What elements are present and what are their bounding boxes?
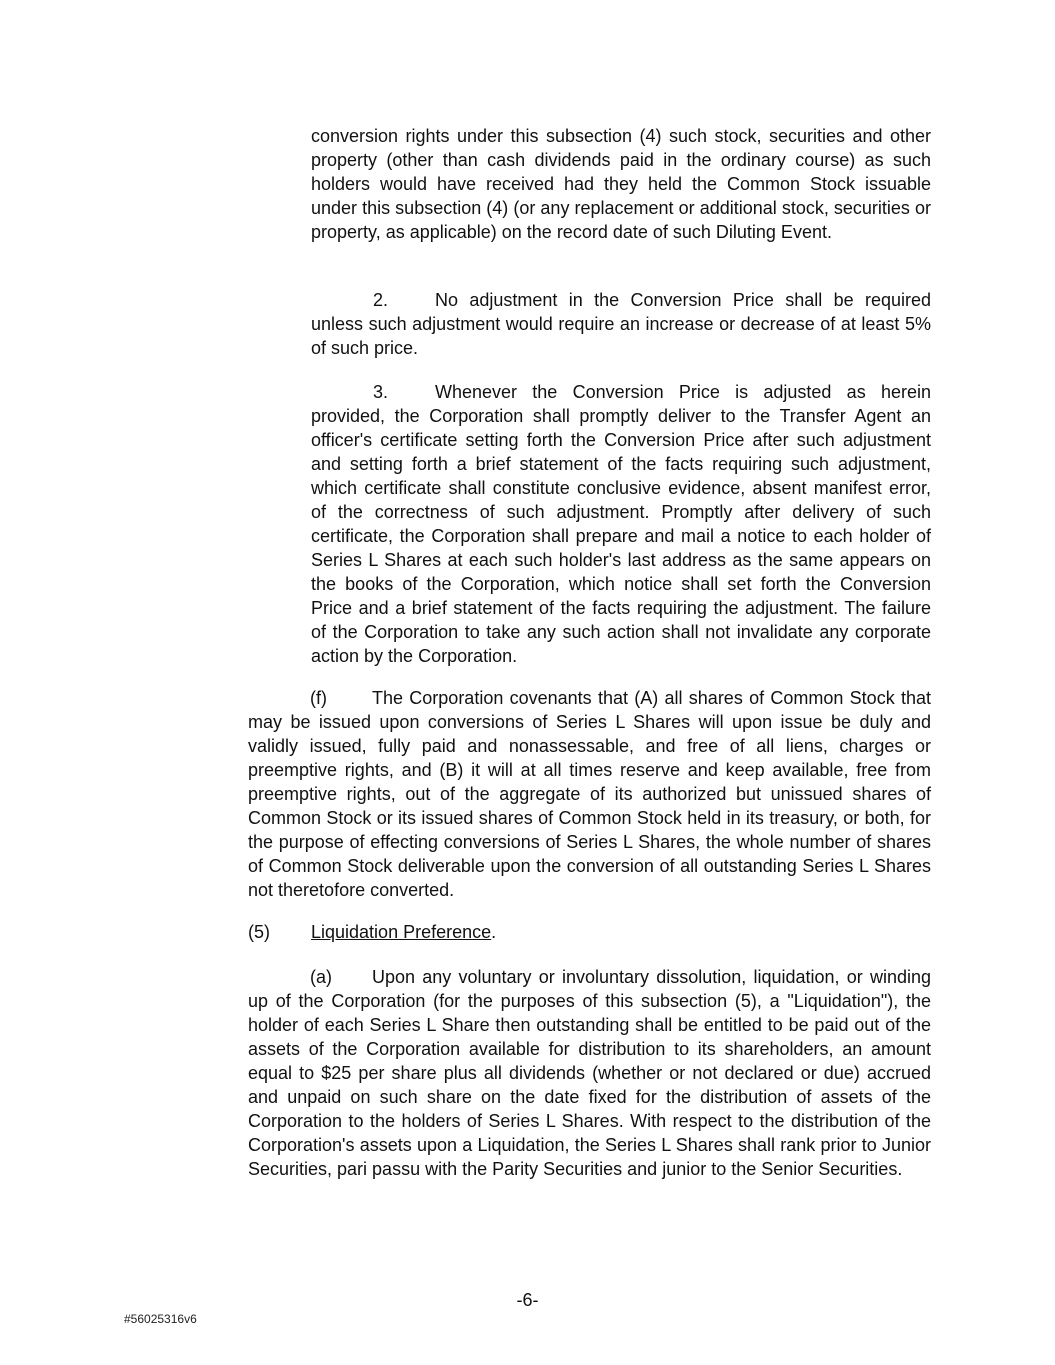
document-id: #56025316v6 — [124, 1312, 197, 1326]
section-number: (5) — [248, 922, 270, 942]
paragraph-number: 3. — [373, 382, 389, 402]
paragraph-number: (a) — [310, 967, 332, 987]
paragraph-text: No adjustment in the Conversion Price shall be required unless such adjustment would require an increase or decrease of at least 5% of such price. — [311, 290, 931, 358]
paragraph-3 — [311, 380, 931, 668]
paragraph-text: conversion rights under this subsection (4) such stock, securities and other property (other than cash dividends paid in the ordinary course) as such holders would have received had they held the Common Stock issuable under this subsection (4) (or any replacement or additional stock, securities or property, as applicable) on the record date of such Diluting Event. — [311, 126, 931, 242]
page-number: -6- — [516, 1290, 539, 1310]
paragraph-text: The Corporation covenants that (A) all shares of Common Stock that may be issued upon conversions of Series L Shares will upon issue be duly and validly issued, fully paid and nonassessable, and free of all liens, charges or preemptive rights, and (B) it will at all times reserve and keep available, free from preemptive rights, out of the aggregate of its authorized but unissued shares of Common Stock or its issued shares of Common Stock held in its treasury, or both, for the purpose of effecting conversions of Series L Shares, the whole number of shares of Common Stock deliverable upon the conversion of all outstanding Series L Shares not theretofore converted. — [248, 688, 931, 900]
paragraph-f — [248, 686, 931, 902]
section-title: Liquidation Preference — [311, 922, 492, 942]
section-title-period: . — [491, 922, 497, 942]
paragraph-conversion-rights — [311, 124, 931, 244]
section-heading-liquidation — [248, 920, 496, 944]
paragraph-number: 2. — [373, 290, 389, 310]
paragraph-text: Upon any voluntary or involuntary dissolution, liquidation, or winding up of the Corporation (for the purposes of this subsection (5), a "Liquidation"), the holder of each Series L Share then outstanding shall be entitled to be paid out of the assets of the Corporation available for distribution to its shareholders, an amount equal to $25 per share plus all dividends (whether or not declared or due) accrued and unpaid on such share on the date fixed for the distribution of assets of the Corporation to the holders of Series L Shares. With respect to the distribution of the Corporation's assets upon a Liquidation, the Series L Shares shall rank prior to Junior Securities, pari passu with the Parity Securities and junior to the Senior Securities. — [248, 967, 931, 1179]
paragraph-a — [248, 965, 931, 1181]
paragraph-number: (f) — [310, 688, 327, 708]
paragraph-2 — [311, 288, 931, 360]
paragraph-text: Whenever the Conversion Price is adjusted as herein provided, the Corporation shall promptly deliver to the Transfer Agent an officer's certificate setting forth the Conversion Price after such adjustment and setting forth a brief statement of the facts requiring such adjustment, which certificate shall constitute conclusive evidence, absent manifest error, of the correctness of such adjustment. Promptly after delivery of such certificate, the Corporation shall prepare and mail a notice to each holder of Series L Shares at each such holder's last address as the same appears on the books of the Corporation, which notice shall set forth the Conversion Price and a brief statement of the facts requiring the adjustment. The failure of the Corporation to take any such action shall not invalidate any corporate action by the Corporation. — [311, 382, 931, 666]
